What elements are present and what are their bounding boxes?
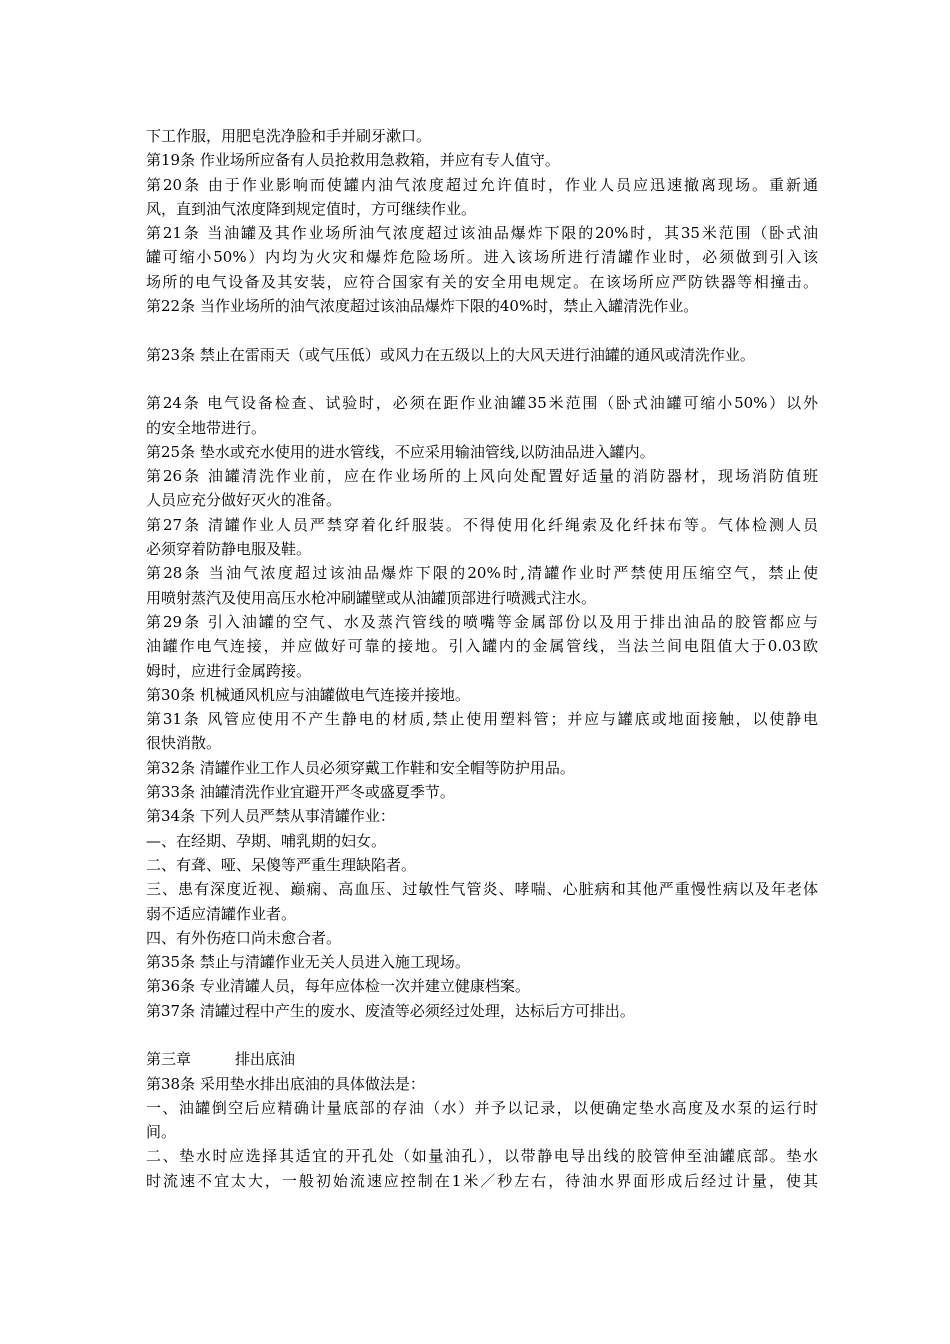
text-line: 很快消散。 xyxy=(146,734,222,753)
text-line: 的安全地带进行。 xyxy=(146,418,267,437)
text-line: 第27条 清罐作业人员严禁穿着化纤服装。不得使用化纤绳索及化纤抹布等。气体检测人员 xyxy=(146,515,818,534)
text-line: 第25条 垫水或充水使用的进水管线，不应采用输油管线,以防油品进入罐内。 xyxy=(146,442,655,461)
text-line: 第22条 当作业场所的油气浓度超过该油品爆炸下限的40%时，禁止入罐清洗作业。 xyxy=(146,297,699,316)
text-line: 下工作服，用肥皂洗净脸和手并刷牙漱口。 xyxy=(146,127,432,145)
text-line: 三、患有深度近视、巅痫、高血压、过敏性气管炎、哮喘、心脏病和其他严重慢性病以及年老体 xyxy=(146,880,818,899)
blank-line xyxy=(146,367,818,391)
text-line: 一、油罐倒空后应精确计量底部的存油（水）并予以记录，以便确定垫水高度及水泵的运行时 xyxy=(146,1098,818,1117)
text-line: 第23条 禁止在雷雨天（或气压低）或风力在五级以上的大风天进行油罐的通风或清洗作业。 xyxy=(146,345,755,364)
text-line: 第33条 油罐清洗作业宜避开严冬或盛夏季节。 xyxy=(146,783,455,802)
chapter-heading xyxy=(146,1047,818,1071)
text-line: 必须穿着防静电服及鞋。 xyxy=(146,540,312,559)
text-line: 第26条 油罐清洗作业前，应在作业场所的上风向处配置好适量的消防器材，现场消防值班 xyxy=(146,467,818,486)
text-line: 第37条 清罐过程中产生的废水、废渣等必须经过处理，达标后方可排出。 xyxy=(146,1001,635,1020)
blank-line xyxy=(146,318,818,342)
text-line: —、在经期、孕期、哺乳期的妇女。 xyxy=(146,831,387,850)
text-line: 第32条 清罐作业工作人员必须穿戴工作鞋和安全帽等防护用品。 xyxy=(146,758,575,777)
text-line: 罐可缩小50%）内均为火灾和爆炸危险场所。进入该场所进行清罐作业时，必须做到引入该 xyxy=(146,248,818,267)
paragraph-block xyxy=(146,124,818,1047)
chapter-number: 第三章 xyxy=(146,1050,192,1069)
document-body xyxy=(146,124,818,1193)
text-line: 第21条 当油罐及其作业场所油气浓度超过该油品爆炸下限的20%时，其35米范围（卧式油 xyxy=(146,224,818,243)
text-line: 用喷射蒸汽及使用高压水枪冲刷罐壁或从油罐顶部进行喷溅式注水。 xyxy=(146,588,597,607)
text-line: 人员应充分做好灭火的准备。 xyxy=(146,491,342,510)
text-line: 第20条 由于作业影响而使罐内油气浓度超过允许值时，作业人员应迅速撤离现场。重新通 xyxy=(146,175,818,194)
chapter-title: 排出底油 xyxy=(235,1050,296,1069)
text-line: 弱不适应清罐作业者。 xyxy=(146,904,297,923)
text-line: 场所的电气设备及其安装，应符合国家有关的安全用电规定。在该场所应严防铁器等相撞击。 xyxy=(146,272,818,291)
text-line: 二、有聋、哑、呆傻等严重生理缺陷者。 xyxy=(146,855,417,874)
text-line: 第38条 采用垫水排出底油的具体做法是： xyxy=(146,1074,425,1093)
text-line: 第36条 专业清罐人员，每年应体检一次并建立健康档案。 xyxy=(146,977,530,996)
text-line: 第35条 禁止与清罐作业无关人员进入施工现场。 xyxy=(146,953,470,972)
text-line: 第30条 机械通风机应与油罐做电气连接并接地。 xyxy=(146,685,470,704)
text-line: 第19条 作业场所应备有人员抢救用急救箱，并应有专人值守。 xyxy=(146,151,560,170)
text-line: 第34条 下列人员严禁从事清罐作业： xyxy=(146,807,395,826)
text-line: 二、垫水时应选择其适宜的开孔处（如量油孔），以带静电导出线的胶管伸至油罐底部。垫水 xyxy=(146,1147,818,1166)
text-line: 间。 xyxy=(146,1123,177,1142)
blank-line xyxy=(146,1023,818,1047)
text-line: 第29条 引入油罐的空气、水及蒸汽管线的喷嘴等金属部份以及用于排出油品的胶管都应与 xyxy=(146,612,818,631)
text-line: 第31条 风管应使用不产生静电的材质,禁止使用塑料管；并应与罐底或地面接触，以使静电 xyxy=(146,710,818,729)
text-line: 油罐作电气连接，并应做好可靠的接地。引入罐内的金属管线，当法兰间电阻值大于0.03欧 xyxy=(146,637,818,656)
text-line: 风，直到油气浓度降到规定值时，方可继续作业。 xyxy=(146,199,477,218)
text-line: 时流速不宜太大，一般初始流速应控制在1米／秒左右，待油水界面形成后经过计量，使其 xyxy=(146,1171,818,1190)
text-line: 第28条 当油气浓度超过该油品爆炸下限的20%时,清罐作业时严禁使用压缩空气，禁止使 xyxy=(146,564,818,583)
text-line: 第24条 电气设备检查、试验时，必须在距作业油罐35米范围（卧式油罐可缩小50%）以外 xyxy=(146,394,818,413)
text-line: 四、有外伤疮口尚未愈合者。 xyxy=(146,928,342,947)
paragraph-block xyxy=(146,1072,818,1193)
text-line: 姆时，应进行金属跨接。 xyxy=(146,661,312,680)
